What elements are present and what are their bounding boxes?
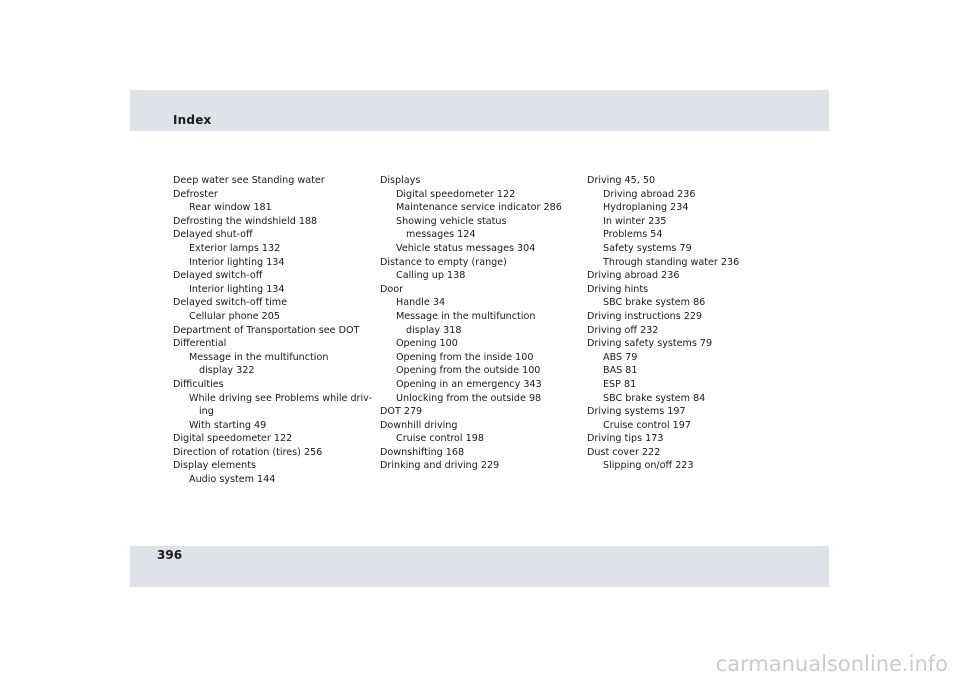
index-subentry: Interior lighting 134 <box>189 283 285 295</box>
index-entry: Door <box>380 283 404 295</box>
index-entry: Direction of rotation (tires) 256 <box>173 446 323 458</box>
index-subentry: In winter 235 <box>603 215 667 227</box>
index-subentry: Opening in an emergency 343 <box>396 378 542 390</box>
index-entry: Driving off 232 <box>587 324 659 336</box>
index-subentry: Digital speedometer 122 <box>396 188 516 200</box>
index-subentry: BAS 81 <box>603 365 638 377</box>
index-entry: DOT 279 <box>380 406 423 418</box>
index-entry: Digital speedometer 122 <box>173 433 293 445</box>
index-subentry: Problems 54 <box>603 229 663 241</box>
index-subentry: Message in the multifunction <box>189 351 329 363</box>
footer-band <box>130 546 829 587</box>
index-subentry: display 318 <box>406 324 462 336</box>
index-entry: Driving hints <box>587 283 649 295</box>
index-subentry: Unlocking from the outside 98 <box>396 392 542 404</box>
index-entry: Dust cover 222 <box>587 446 661 458</box>
index-entry: Driving systems 197 <box>587 406 686 418</box>
index-subentry: Opening 100 <box>396 338 458 350</box>
index-entry: Drinking and driving 229 <box>380 460 500 472</box>
index-subentry: Maintenance service indicator 286 <box>396 202 562 214</box>
index-entry: Driving instructions 229 <box>587 310 703 322</box>
index-entry: Display elements <box>173 460 256 472</box>
index-subentry: SBC brake system 84 <box>603 392 706 404</box>
page-title: Index <box>173 113 212 127</box>
watermark: carmanualsonline.info <box>715 652 948 676</box>
index-entry: Defroster <box>173 188 218 200</box>
index-subentry: Driving abroad 236 <box>603 188 696 200</box>
index-entry: Displays <box>380 175 421 186</box>
index-column-1 <box>173 174 373 487</box>
index-subentry: Cruise control 197 <box>603 419 691 431</box>
index-entry: Deep water see Standing water <box>173 175 325 186</box>
index-entry: Distance to empty (range) <box>380 256 507 268</box>
index-column-3 <box>587 174 783 473</box>
index-subentry: ESP 81 <box>603 378 637 390</box>
index-subentry: Rear window 181 <box>189 202 272 214</box>
index-entry: Driving 45, 50 <box>587 175 656 186</box>
page-number: 396 <box>157 548 183 562</box>
header-band <box>130 90 829 131</box>
index-entry: Driving abroad 236 <box>587 270 680 282</box>
index-subentry: Audio system 144 <box>189 474 276 486</box>
index-subentry: Handle 34 <box>396 297 446 309</box>
index-subentry: SBC brake system 86 <box>603 297 706 309</box>
index-subentry: Exterior lamps 132 <box>189 242 281 254</box>
index-subentry: Safety systems 79 <box>603 242 692 254</box>
index-entry: Delayed switch-off <box>173 270 263 282</box>
index-subentry: display 322 <box>199 365 255 377</box>
index-entry: Delayed shut-off <box>173 229 253 241</box>
index-subentry: Message in the multifunction <box>396 310 536 322</box>
index-entry: Differential <box>173 338 227 350</box>
index-subentry: messages 124 <box>406 229 476 241</box>
index-subentry: Opening from the outside 100 <box>396 365 541 377</box>
index-subentry: Slipping on/off 223 <box>603 460 694 472</box>
index-entry: Driving tips 173 <box>587 433 664 445</box>
index-subentry: Interior lighting 134 <box>189 256 285 268</box>
index-subentry: Vehicle status messages 304 <box>396 242 536 254</box>
index-entry: Delayed switch-off time <box>173 297 288 309</box>
index-subentry: ing <box>199 406 214 418</box>
index-entry: Driving safety systems 79 <box>587 338 713 350</box>
index-subentry: ABS 79 <box>603 351 638 363</box>
index-entry: Downshifting 168 <box>380 446 465 458</box>
index-entry: Department of Transportation see DOT <box>173 324 360 336</box>
index-subentry: Cruise control 198 <box>396 433 484 445</box>
index-subentry: Cellular phone 205 <box>189 310 280 322</box>
index-entry: Defrosting the windshield 188 <box>173 215 318 227</box>
index-subentry: Calling up 138 <box>396 270 466 282</box>
index-subentry: While driving see Problems while driv- <box>189 392 373 404</box>
index-subentry: With starting 49 <box>189 419 267 431</box>
index-entry: Downhill driving <box>380 419 458 431</box>
index-entry: Difficulties <box>173 378 224 390</box>
index-subentry: Opening from the inside 100 <box>396 351 534 363</box>
index-column-2 <box>380 174 576 473</box>
index-subentry: Hydroplaning 234 <box>603 202 689 214</box>
index-subentry: Through standing water 236 <box>603 256 740 268</box>
index-subentry: Showing vehicle status <box>396 215 507 227</box>
